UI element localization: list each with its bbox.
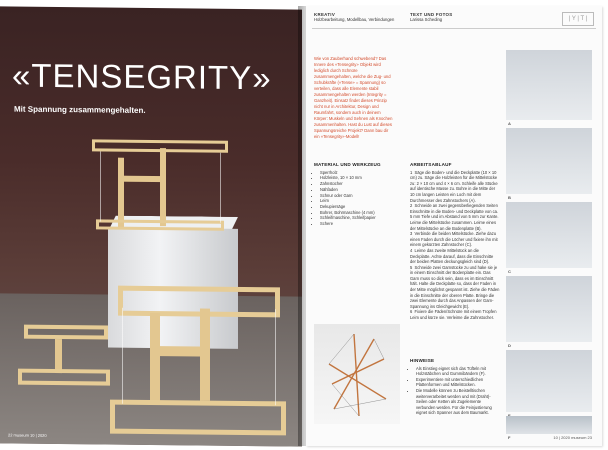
materials-item: • Schleifmaschine, Schleifpapier bbox=[320, 215, 402, 221]
model-bar bbox=[118, 176, 166, 183]
materials-item: • Sperrholz bbox=[320, 170, 402, 176]
tensegrity-sculpture-photo bbox=[314, 324, 400, 424]
hints-section bbox=[410, 358, 500, 416]
hints-item: • Die Modelle können zu Beistelltischen weiterverarbeitet werden und mit (Draht)-Seilen oder Ketten als Zugelemente verbunden werden. Für die Feinjustierung eignet sich Spanner aus dem Baumarkt. bbox=[416, 388, 500, 416]
materials-heading: MATERIAL UND WERKZEUG bbox=[314, 162, 381, 167]
materials-item: • Nähfaden bbox=[320, 187, 402, 193]
magazine-logo: | Y | T | bbox=[562, 12, 594, 26]
materials-section bbox=[314, 162, 402, 227]
steps-text: 1 Säge die Boden- und die Deckplatte (10 × 10 cm) zu. Säge die Holzleisten für die Mittelstücke zu: 2 × 10 cm und 4 × 6 cm. Schleife alle Stücke auf identische Masse zu. Bohre in die Mitte der 10 cm langen Leisten ein Loch mit dem Durchmesser des Zahnstochers (A). 2 Schneide an zwei gegenüberliegenden Seiten Einschnitte in die Boden- und Deckplatte von ca. 5 mm Tiefe und im Abstand von 5 mm zur Kante. Leime die Mittelstücke zusammen. Leime eines der Mittelstücke an die Bodenplatte (B). 3 Verbinde die beiden Mittelstücke. Ziehe dazu einen Faden durch die Löcher und fixiere ihn mit einem gekürzten Zahnstocher (C). 4 Leime das zweite Mittelstück an die Deckplatte. Achte darauf, dass die Einschnitte der beiden Platten deckungsgleich sind (D). 5 Schneide zwei Garnstücke zu und hake sie je in einem Einschnitt der Bodenplatte ein. Das Garn muss so dick sein, dass es im Einschnitt hält. Halte die Deckplatte so, dass der Faden in der Mitte möglichst gespannt ist. Ziehe die Fäden in die Einschnitte der oberen Platte. Bringe die zwei Elemente durch das Anpassen der Garn-Spannung ins Gleichgewicht (E). 6 Fixiere die Fäden/Schnüre mit einem Tropfen Leim und kürze sie. Verleime die Zahnstocher. bbox=[410, 169, 500, 321]
triangle-model-base bbox=[18, 369, 110, 386]
right-page-footer: 10 | 2020 museum 23 bbox=[553, 435, 592, 440]
left-page-footer: 22 museum 10 | 2020 bbox=[8, 432, 47, 438]
step-photo-a bbox=[506, 50, 592, 126]
left-page bbox=[0, 6, 302, 446]
header-divider bbox=[312, 28, 596, 29]
sculpture-illustration bbox=[314, 324, 400, 424]
article-subtitle: Mit Spannung zusammengehalten. bbox=[14, 104, 146, 115]
photo-label: C bbox=[508, 269, 511, 274]
materials-item: • Dekupiersäge bbox=[320, 204, 402, 210]
model-post bbox=[160, 148, 166, 226]
large-model-top bbox=[118, 286, 280, 318]
photo-label: A bbox=[508, 121, 511, 126]
steps-heading: ARBEITSABLAUF bbox=[410, 162, 452, 167]
photo-label: B bbox=[508, 195, 511, 200]
model-on-pedestal-base bbox=[96, 219, 224, 230]
step-photo-c bbox=[506, 202, 592, 274]
steps-section bbox=[410, 162, 500, 321]
photo-label: F bbox=[508, 435, 511, 440]
intro-text: Wie von Zauberhand schwebend? Das Innere des «Tensegrity» Objekt wird lediglich durch Schnüre zusammengehalten, welche die Zug- und Schubkräfte («Tense» = Spannung) so verteilen, dass alle Elemente stabil zusammengehalten werden (Integrity = Ganzheit). Einsatz findet dieses Prinzip nicht nur in Architektur, Design und Raumfahrt, sondern auch in deinem Körper: Muskeln und Sehnen als Knochen zusammenhalten. Hast du Lust auf dieses Spannungsreiche Projekt? Dann bau dir ein «Tensegrity»-Modell! bbox=[314, 56, 394, 139]
photo-label: D bbox=[508, 343, 511, 348]
tension-wire bbox=[122, 308, 123, 404]
materials-list bbox=[314, 170, 402, 227]
header-credits bbox=[410, 12, 452, 22]
large-model-post bbox=[150, 313, 160, 403]
tension-wire bbox=[100, 151, 101, 221]
hints-item: • Als Einstieg eignet sich das Tüfteln mit Holzstäbchen und Gummibändern (F). bbox=[416, 366, 500, 377]
model-post bbox=[118, 158, 124, 228]
materials-item: • Leim bbox=[320, 198, 402, 204]
header-credits-text: Larissa Scheding bbox=[410, 17, 443, 22]
step-photo-e bbox=[506, 350, 592, 412]
materials-item: • Bohrer, Bohrmaschine (4 mm) bbox=[320, 210, 402, 216]
hints-list bbox=[410, 366, 500, 416]
step-photo-b bbox=[506, 128, 592, 200]
triangle-model-top bbox=[24, 325, 108, 340]
materials-item: • Schnur oder Garn bbox=[320, 193, 402, 199]
header-credits-heading: TEXT UND FOTOS bbox=[410, 12, 453, 17]
step-photo-d bbox=[506, 276, 592, 348]
hints-item: • Experimentiere mit unterschiedlichen Plattenformen und Mittelstücken. bbox=[416, 377, 500, 388]
materials-item: • Schere bbox=[320, 221, 402, 227]
triangle-model-post bbox=[55, 339, 62, 373]
header-category-heading: KREATIV bbox=[314, 12, 336, 17]
hints-heading: HINWEISE bbox=[410, 358, 435, 363]
header-category-text: Holzbearbeitung, Modellbau, Verbindungen bbox=[314, 17, 395, 22]
tension-wire bbox=[220, 153, 221, 223]
large-model-base bbox=[110, 400, 286, 436]
large-model-bar bbox=[150, 346, 210, 357]
materials-item: • Holzleiste, 10 × 10 mm bbox=[320, 175, 402, 181]
materials-item: • Zahnstocher bbox=[320, 181, 402, 187]
article-title: «TENSEGRITY» bbox=[12, 56, 272, 97]
header-category bbox=[314, 12, 394, 22]
right-page bbox=[306, 6, 602, 446]
tension-wire bbox=[275, 309, 276, 405]
